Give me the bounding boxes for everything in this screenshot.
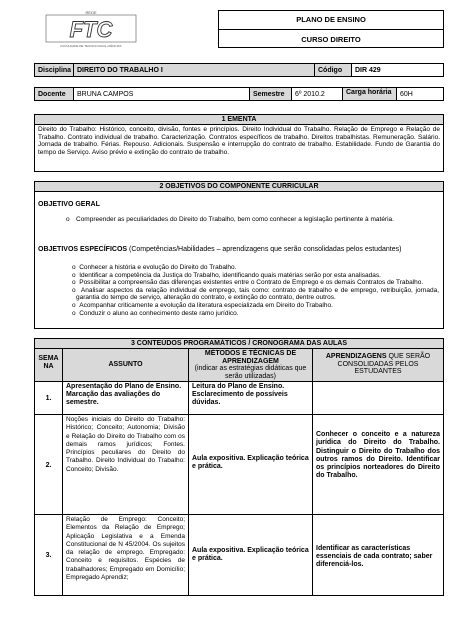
code-label: Código [314,63,352,77]
header-title-box [218,10,444,48]
row2-week: 2. [34,414,63,515]
row1-subject: Apresentação do Plano de Ensino. Marcação das avaliações do semestre. [62,381,189,415]
row1-learning [312,381,444,415]
semester-label: Semestre [249,87,292,101]
specific-objectives-list [72,264,439,317]
list-item: o Analisar aspectos da relação individual de emprego, tais como: contrato de trabalho e de emprego, retribuição, jornada, garantia do tempo de serviço, alteração do contrato, e extinção do contrato, dentre outros. [72,286,439,302]
discipline-value: DIREITO DO TRABALHO I [73,63,315,77]
col-subject-header: ASSUNTO [62,348,189,382]
ementa-heading: 1 EMENTA [34,114,444,125]
discipline-label: Disciplina [34,63,74,77]
code-value: DIR 429 [351,63,444,77]
course-name: CURSO DIREITO [301,35,361,44]
specific-objectives-label: OBJETIVOS ESPECÍFICOS [38,246,128,253]
general-objective-item: o Compreender as peculiaridades do Direito do Trabalho, bem como conhecer a legislação pertinente à matéria. [66,216,394,223]
row2-method: Aula expositiva. Explicação teórica e prática. [188,414,313,515]
row1-method: Leitura do Plano de Ensino. Esclarecimento de possíveis dúvidas. [188,381,313,415]
page-title: PLANO DE ENSINO [296,15,366,24]
teacher-value: BRUNA CAMPOS [73,87,250,101]
workload-label: Carga horária [342,87,397,101]
row3-week: 3. [34,514,63,596]
ftc-logo [36,10,144,50]
list-item: o Acompanhar criticamente a evolução da literatura especializada em Direito do Trabalho. [72,301,333,309]
specific-objectives-note: (Competências/Habilidades – aprendizagens que serão consolidadas pelos estudantes) [127,246,402,253]
workload-value: 60H [396,87,444,101]
logo-top-text: REDE [85,10,97,15]
list-item: o Identificar a competência da Justiça do Trabalho, identificando quais matérias serão por esta analisadas. [72,271,381,279]
ementa-text: Direito do Trabalho: Histórico, conceito, divisão, fontes e princípios. Direito Individual do Trabalho. Relação de Emprego e Relação de Trabalho. Contrato individual de trabalho. Caracterização. Contratos específicos de trabalho. Direitos trabalhistas. Remuneração. Salário. Jornada de trabalho. Férias. Repouso. Adicionais. Suspensão e interrupção do contrato de trabalho. Estabilidade. Fundo de Garantia do tempo de Serviço. Aviso prévio e extinção do contrato de trabalho. [34,124,444,172]
logo-text: FTC [69,17,113,42]
row3-method: Aula expositiva. Explicação teórica e prática. [188,514,313,596]
list-item: o Possibilitar a compreensão das diferenças existentes entre o Contrato de Emprego e os demais Contratos de Trabalho. [72,279,424,287]
ftc-logo-graphic [36,10,144,50]
teacher-label: Docente [34,87,74,101]
objectives-body [34,191,444,329]
row2-subject: Noções iniciais do Direito do Trabalho: Histórico; Conceito; Autonomia; Divisão e Relação do Direito do Trabalho com os demais ramos jurídicos; Fontes. Princípios peculiares do Direito do Trabalho. Direito Individual do Trabalho: Conceito; Divisão. [62,414,189,515]
specific-objectives-title [38,246,443,253]
row2-learning: Conhecer o conceito e a natureza jurídica do Direito do Trabalho. Distinguir o Direito do Trabalho dos outros ramos do Direito. Identificar os princípios norteadores do Direito do Trabalho. [312,414,444,515]
list-item: o Conduzir o aluno ao conhecimento deste ramo jurídico. [72,309,239,317]
row3-subject: Relação de Emprego: Conceito; Elementos da Relação de Emprego; Aplicação Legislativa e a Emenda Constitucional de N 45/2004. Os sujeitos da relação de emprego. Empregado: Conceito e requisitos. Espécies de trabalhadores; Empregado em Domicílio; Empregado Aprendiz; [62,514,189,596]
schedule-heading: 3 CONTEÚDOS PROGRAMÁTICOS / CRONOGRAMA DAS AULAS [34,338,444,349]
objectives-heading: 2 OBJETIVOS DO COMPONENTE CURRICULAR [34,181,444,192]
row1-week: 1. [34,381,63,415]
col-week-header: SEMANA [34,348,63,382]
col-learning-header: APRENDIZAGENS QUE SERÃO CONSOLIDADAS PELOS ESTUDANTES [312,348,444,382]
list-item: o Conhecer a história e evolução do Direito do Trabalho. [72,264,237,271]
row3-learning: Identificar as características essenciais de cada contrato; saber diferenciá-los. [312,514,444,596]
logo-sub-text: FACULDADE DE TECNOLOGIA E CIÊNCIAS [60,44,122,48]
col-methods-header: MÉTODOS E TÉCNICAS DE APRENDIZAGEM (indicar as estratégias didáticas que serão utilizadas) [188,348,313,382]
general-objective-label: OBJETIVO GERAL [38,201,100,208]
semester-value: 6º 2010.2 [291,87,343,101]
